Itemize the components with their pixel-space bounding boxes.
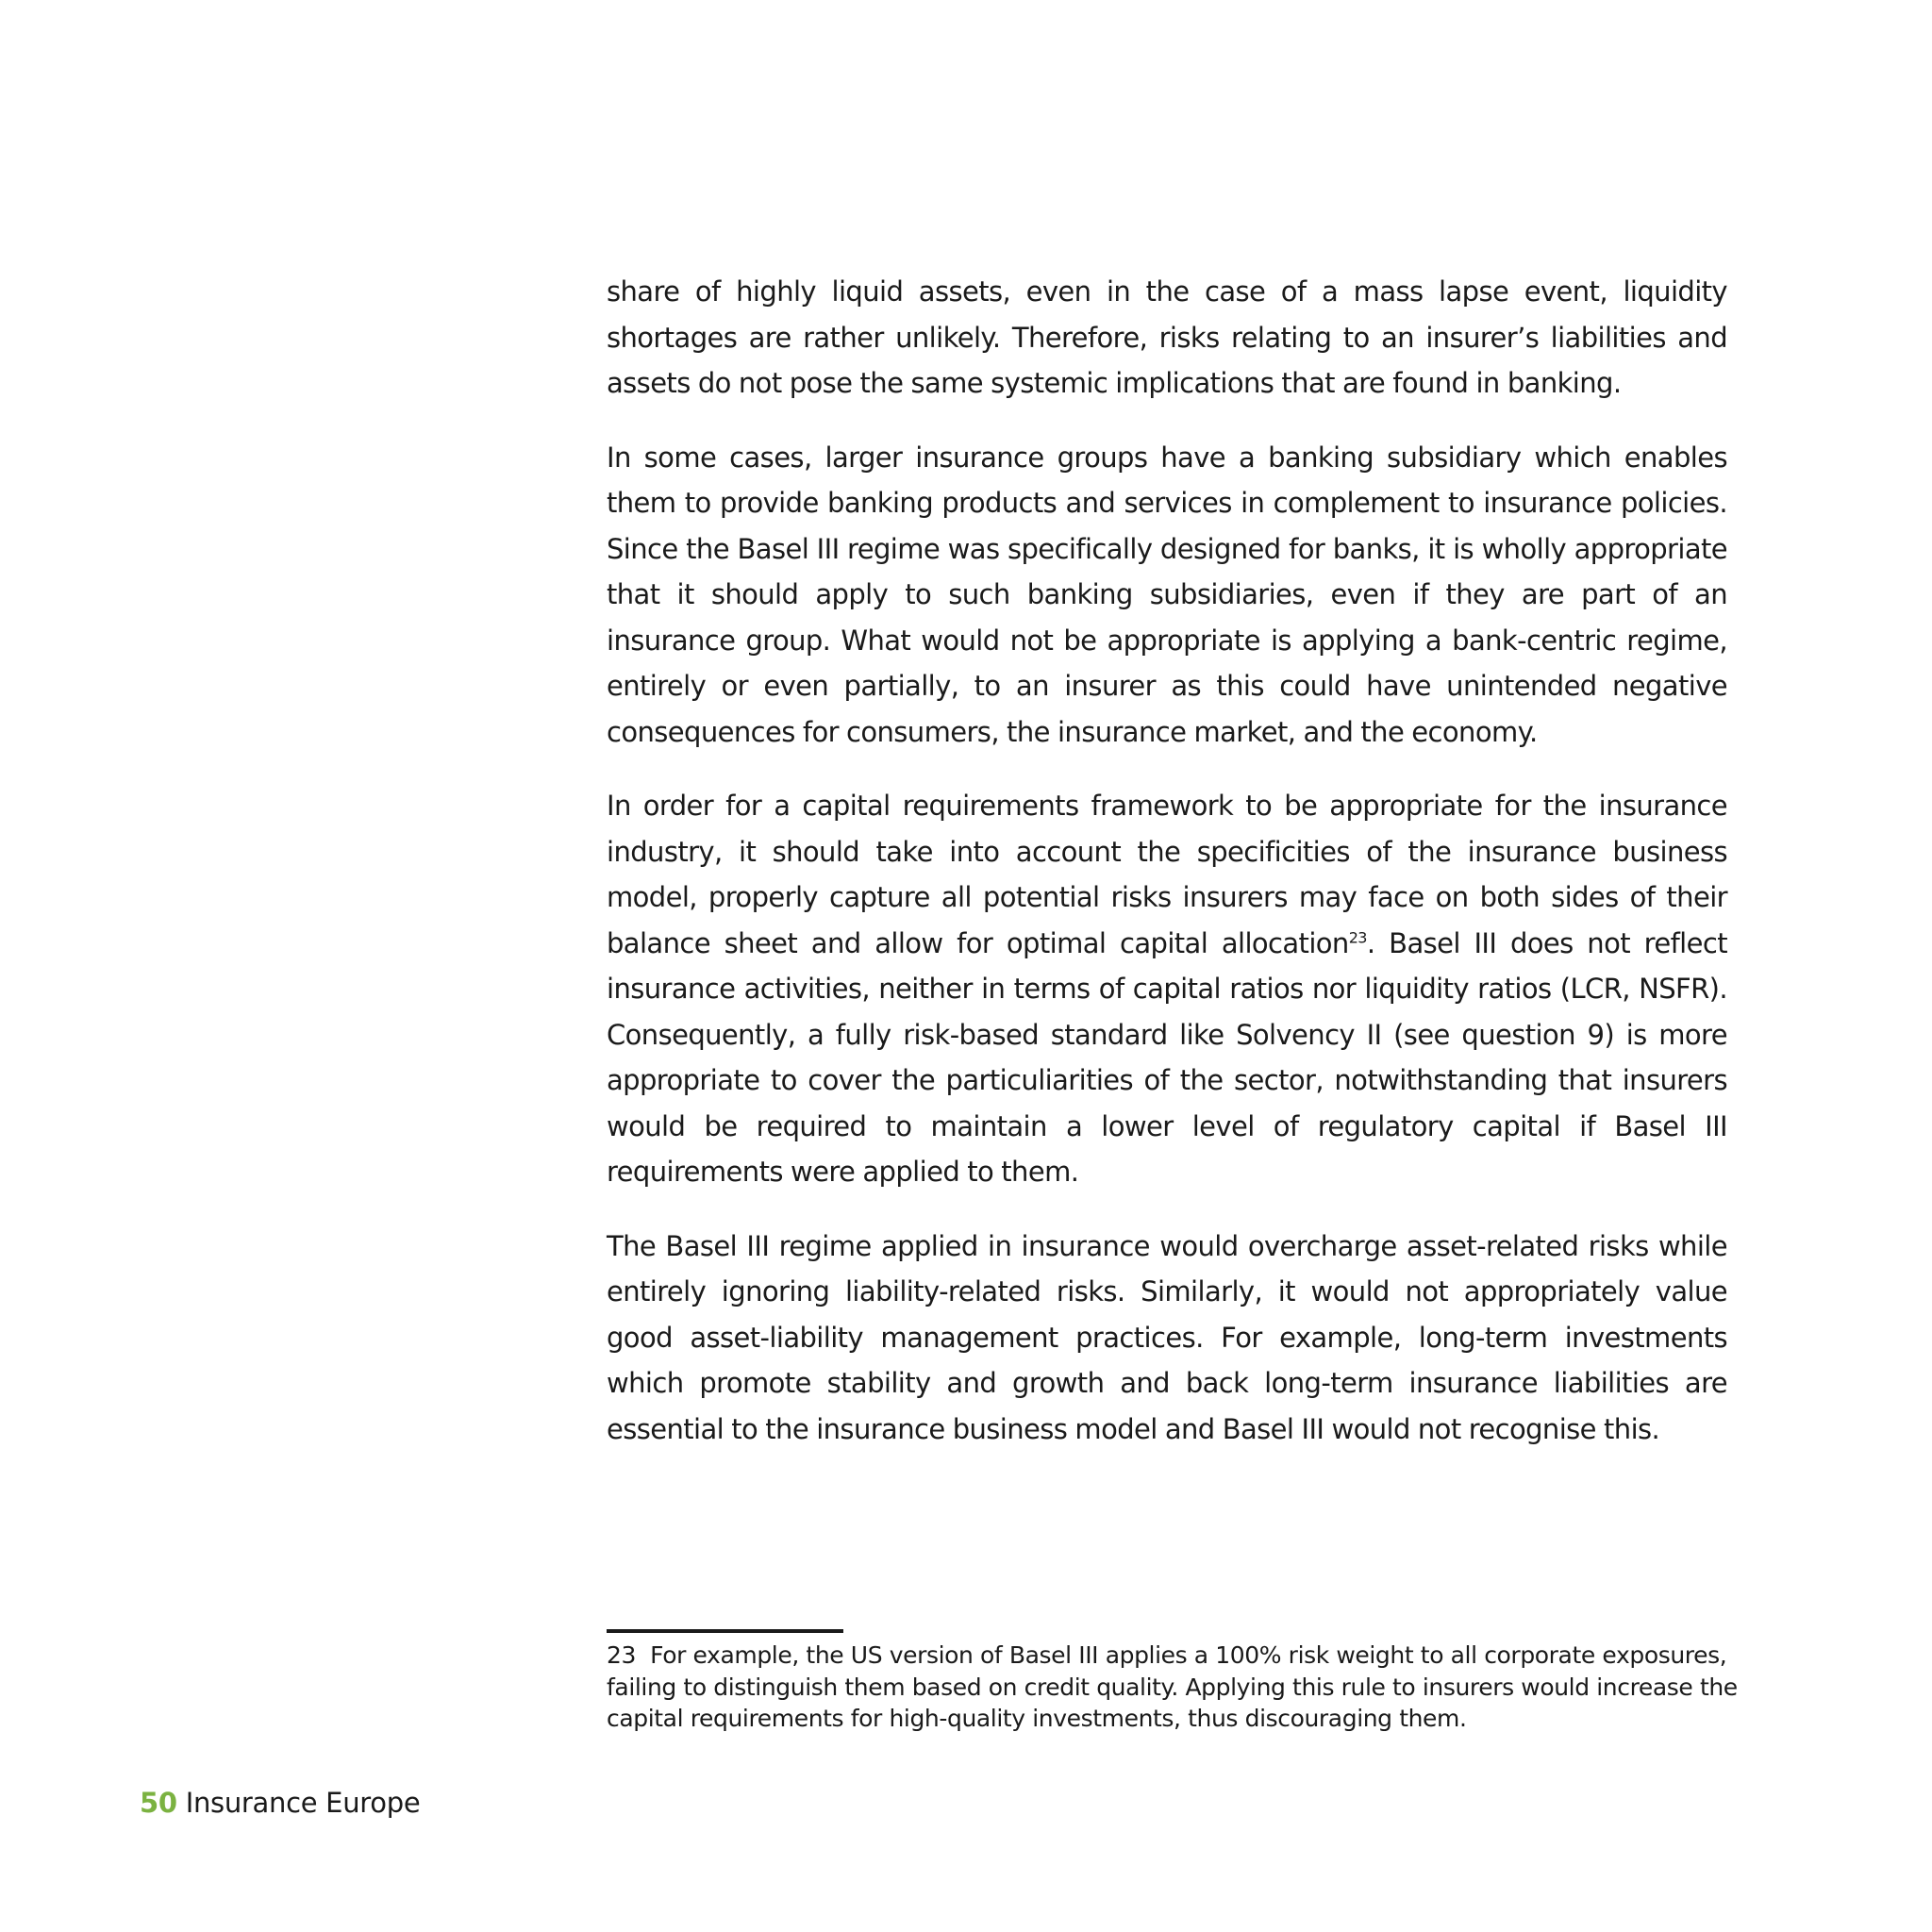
footnote	[607, 1640, 1739, 1735]
paragraph-4: The Basel III regime applied in insurance would overcharge asset-related risks while entirely ignoring liability-related risks. Similarly, it would not appropriately value good asset-liability management practices. For example, long-term investments which promote stability and growth and back long-term insurance liabilities are essential to the insurance business model and Basel III would not recognise this.	[607, 1229, 1727, 1445]
paragraph-1: share of highly liquid assets, even in the case of a mass lapse event, liquidity shortages are rather unlikely. Therefore, risks relating to an insurer’s liabilities and assets do not pose the same systemic implications that are found in banking.	[607, 275, 1727, 399]
page-number: 50	[140, 1787, 177, 1819]
footnote-divider	[607, 1629, 843, 1633]
paragraph-3-text-after: . Basel III does not reflect insurance activities, neither in terms of capital ratios nor liquidity ratios (LCR, NSFR). Consequently, a fully risk-based standard like Solvency II (see question 9) is more appropriate to cover the particuliarities of the sector, notwithstanding that insurers would be required to maintain a lower level of regulatory capital if Basel III requirements were applied to them.	[607, 926, 1727, 1188]
publisher-name: Insurance Europe	[185, 1787, 421, 1819]
footnote-text: For example, the US version of Basel III applies a 100% risk weight to all corporate exposures, failing to distinguish them based on credit quality. Applying this rule to insurers would increase the capital requirements for high-quality investments, thus discouraging them.	[607, 1641, 1738, 1732]
footnote-number: 23	[607, 1641, 637, 1669]
paragraph-3	[607, 783, 1727, 1195]
paragraph-3-text-before: In order for a capital requirements framework to be appropriate for the insurance industry, it should take into account the specificities of the insurance business model, properly capture all potential risks insurers may face on both sides of their balance sheet and allow for optimal capital allocation	[607, 790, 1727, 959]
paragraph-2: In some cases, larger insurance groups have a banking subsidiary which enables them to provide banking products and services in complement to insurance policies. Since the Basel III regime was specifically designed for banks, it is wholly appropriate that it should apply to such banking subsidiaries, even if they are part of an insurance group. What would not be appropriate is applying a bank-centric regime, entirely or even partially, to an insurer as this could have unintended negative consequences for consumers, the insurance market, and the economy.	[607, 441, 1727, 748]
body-text	[607, 269, 1727, 1480]
page-footer	[140, 1786, 420, 1820]
footnote-reference[interactable]: 23	[1348, 927, 1367, 946]
